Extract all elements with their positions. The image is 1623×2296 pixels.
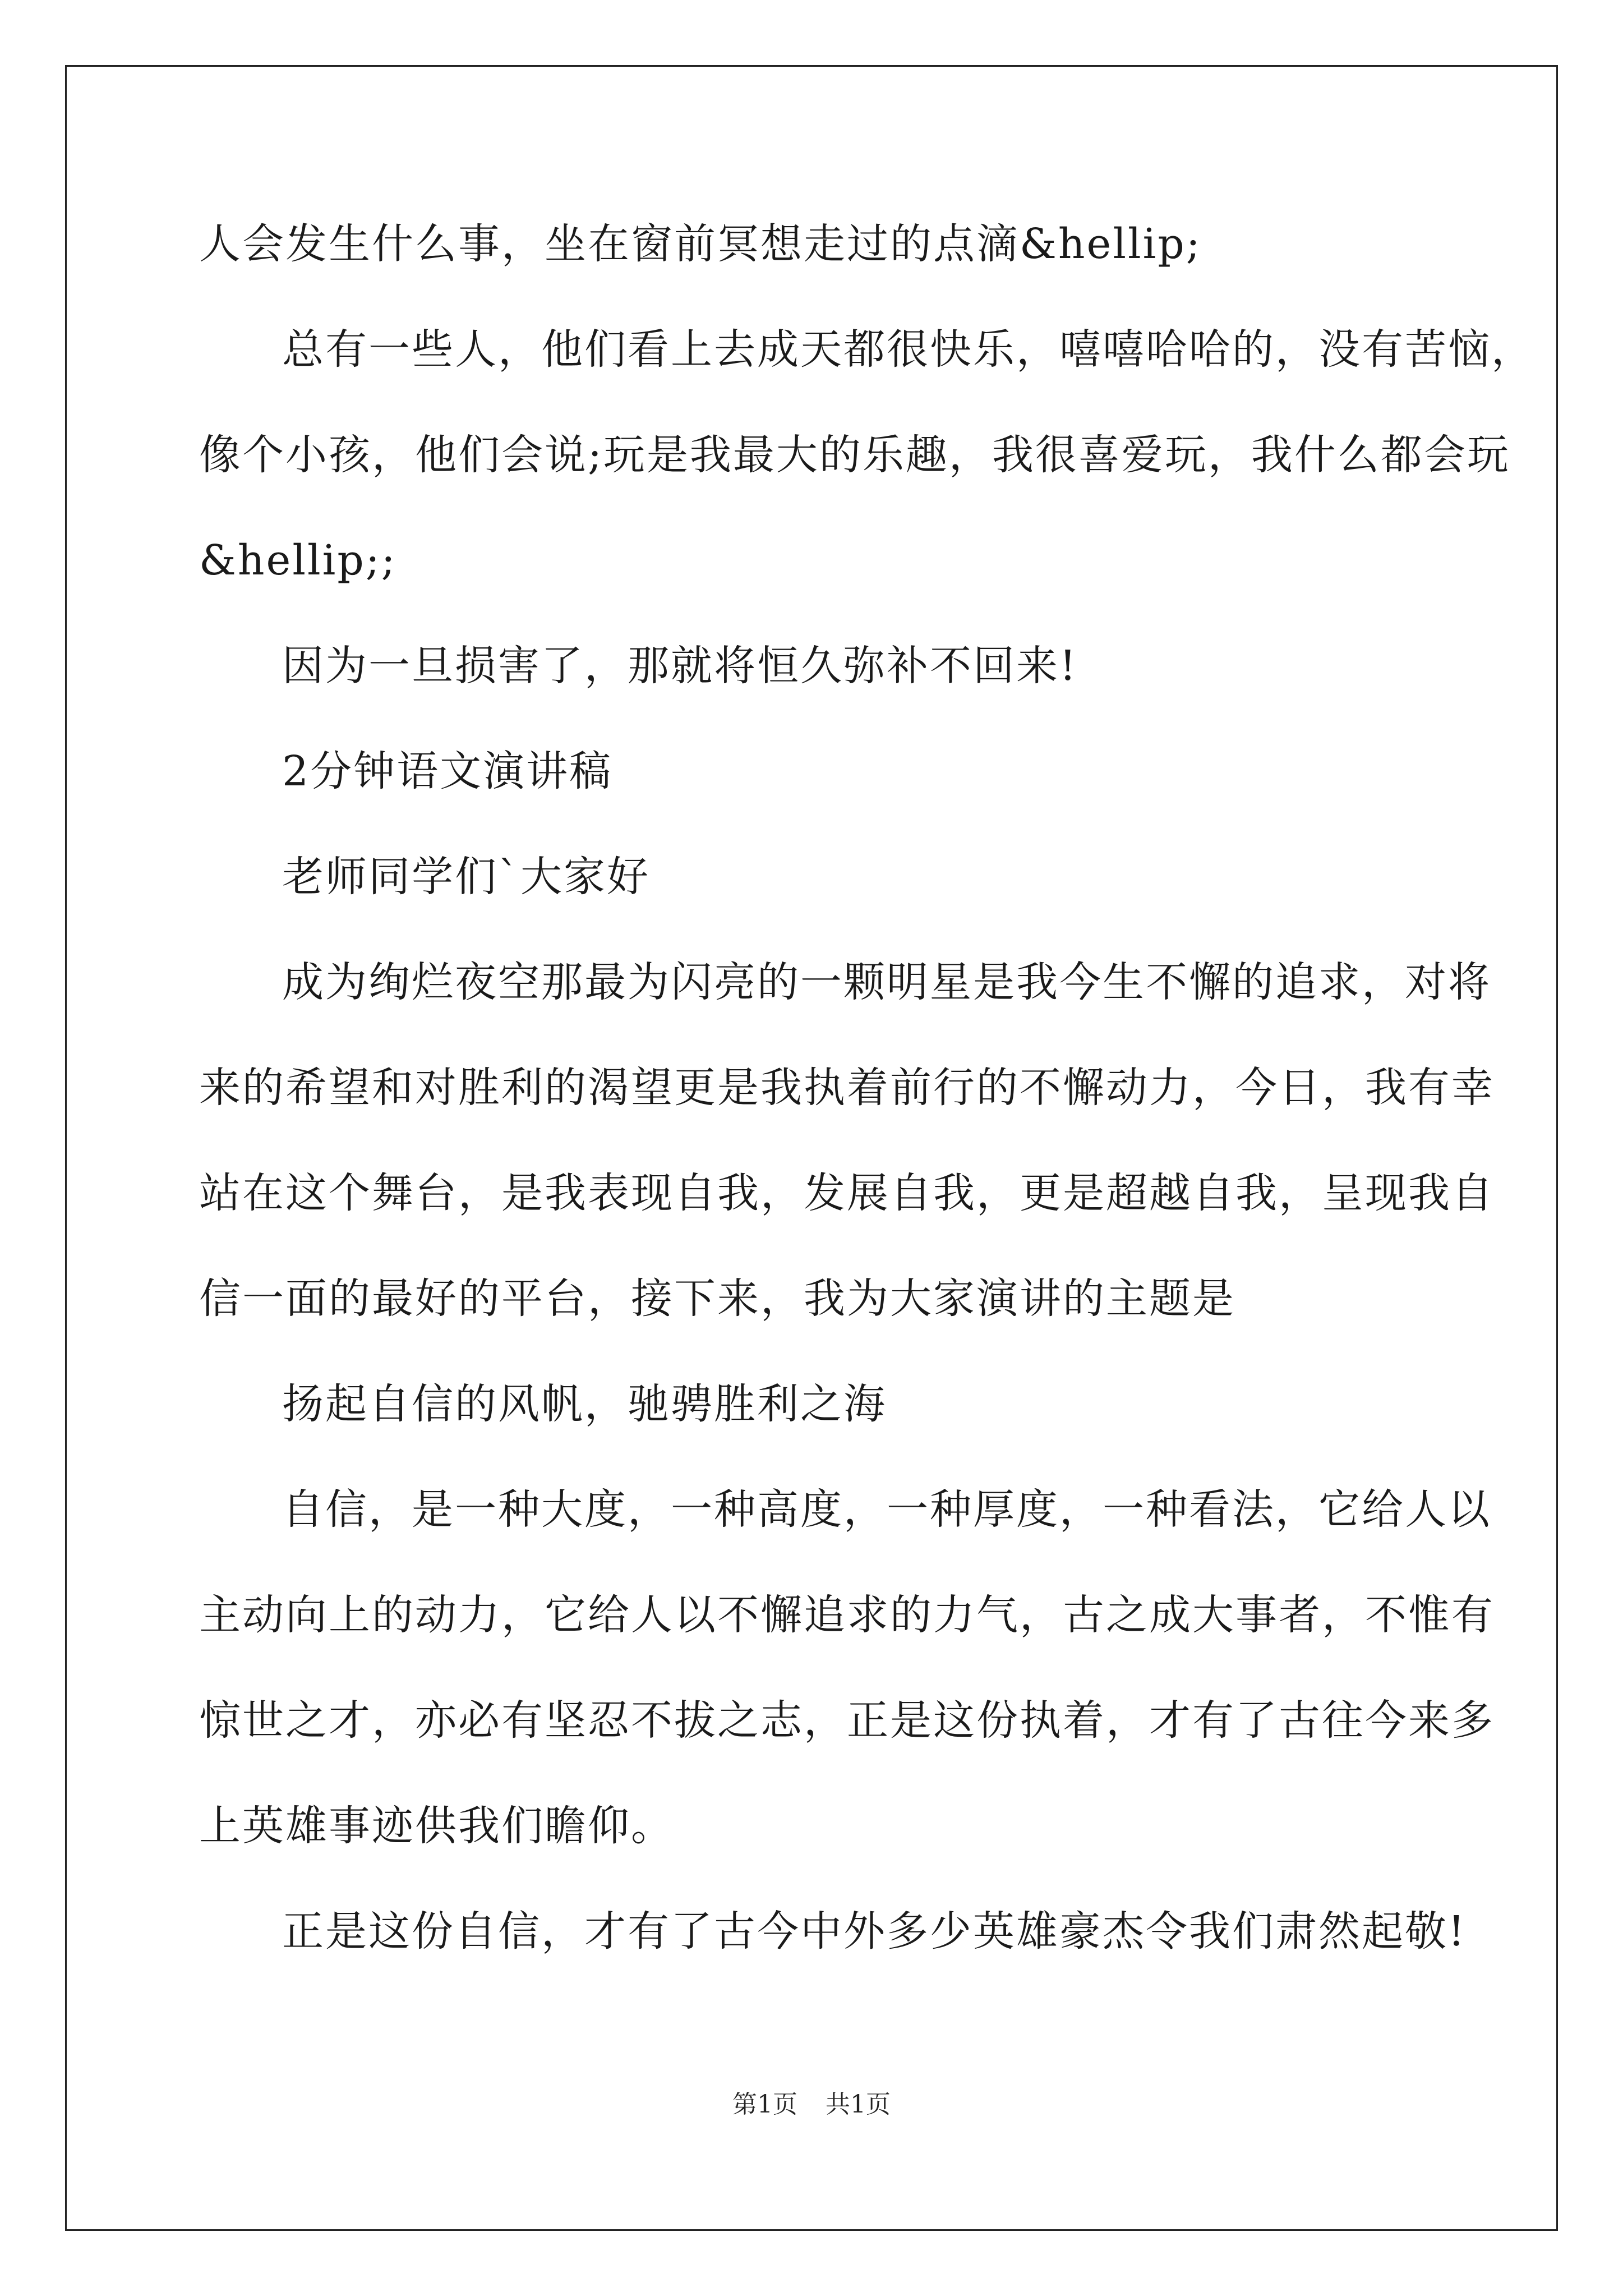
paragraph-line: 正是这份自信，才有了古今中外多少英雄豪杰令我们肃然起敬! bbox=[282, 1907, 1467, 1955]
section-title: 2分钟语文演讲稿 bbox=[282, 747, 613, 795]
paragraph-line: 因为一旦损害了，那就将恒久弥补不回来! bbox=[282, 642, 1078, 690]
text-line: 惊世之才，亦必有坚忍不拔之志，正是这份执着，才有了古往今来多 bbox=[199, 1696, 1495, 1745]
text-line: 像个小孩，他们会说;玩是我最大的乐趣，我很喜爱玩，我什么都会玩 bbox=[199, 431, 1510, 479]
text-line: 人会发生什么事，坐在窗前冥想走过的点滴&hellip; bbox=[199, 220, 1202, 268]
text-line: 站在这个舞台，是我表现自我，发展自我，更是超越自我，呈现我自 bbox=[199, 1169, 1495, 1217]
text-line: 主动向上的动力，它给人以不懈追求的力气，古之成大事者，不惟有 bbox=[199, 1591, 1495, 1639]
theme-line: 扬起自信的风帆，驰骋胜利之海 bbox=[282, 1380, 887, 1428]
text-line: 来的希望和对胜利的渴望更是我执着前行的不懈动力，今日，我有幸 bbox=[199, 1064, 1495, 1112]
page-footer bbox=[0, 2088, 1623, 2122]
paragraph-line: 成为绚烂夜空那最为闪亮的一颗明星是我今生不懈的追求，对将 bbox=[282, 958, 1491, 1006]
text-line: 信一面的最好的平台，接下来，我为大家演讲的主题是 bbox=[199, 1274, 1235, 1323]
page-number: 第1页 bbox=[732, 2090, 797, 2119]
paragraph-line: 总有一些人，他们看上去成天都很快乐，嘻嘻哈哈的，没有苦恼， bbox=[282, 325, 1534, 374]
text-line: &hellip;; bbox=[199, 536, 397, 585]
paragraph-line: 自信，是一种大度，一种高度，一种厚度，一种看法，它给人以 bbox=[282, 1485, 1491, 1534]
page-total: 共1页 bbox=[826, 2090, 891, 2119]
greeting-line: 老师同学们`大家好 bbox=[282, 853, 650, 901]
text-line: 上英雄事迹供我们瞻仰。 bbox=[199, 1802, 674, 1850]
